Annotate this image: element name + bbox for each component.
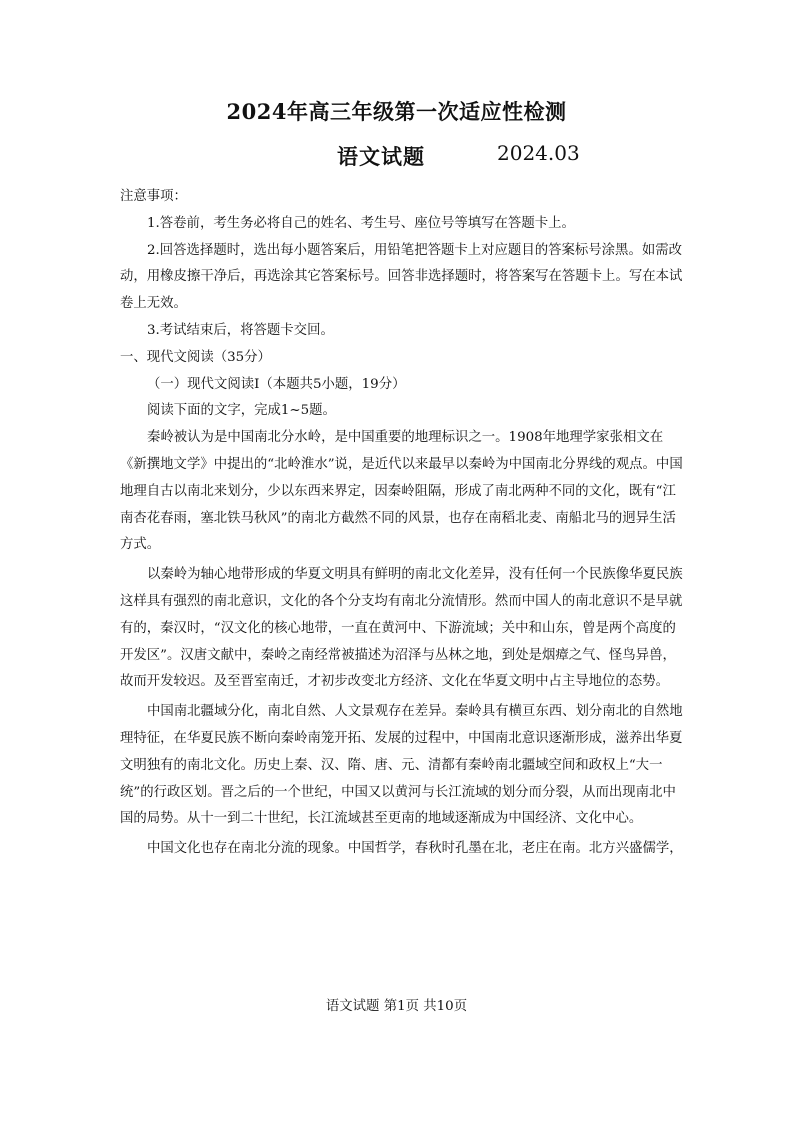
passage-paragraph-2: 以秦岭为轴心地带形成的华夏文明具有鲜明的南北文化差异，没有任何一个民族像华夏民族这样具有强烈的南北意识，文化的各个分支均有南北分流情形。然而中国人的南北意识不是早就有的，秦汉时，“汉文化的核心地带，一直在黄河中、下游流域；关中和山东，曾是两个高度的开发区”。汉唐文献中，秦岭之南经常被描述为沼泽与丛林之地，到处是烟瘴之气、怪鸟异兽，故而开发较迟。及至晋室南迁，才初步改变北方经济、文化在华夏文明中占主导地位的态势。 xyxy=(120,567,683,690)
notice-item-2: 2.回答选择题时，选出每小题答案后，用铅笔把答题卡上对应题目的答案标号涂黑。如需改动，用橡皮擦干净后，再选涂其它答案标号。回答非选择题时，将答案写在答题卡上。写在本试卷上无效。 xyxy=(120,242,683,312)
exam-title: 2024年高三年级第一次适应性检测 xyxy=(226,99,567,124)
notice-heading: 注意事项： xyxy=(120,189,187,204)
reading-instruction: 阅读下面的文字，完成1~5题。 xyxy=(147,403,336,419)
exam-date: 2024.03 xyxy=(497,141,580,165)
section-subheading: （一）现代文阅读Ⅰ（本题共5小题，19分） xyxy=(147,376,406,392)
notice-item-1: 1.答卷前，考生务必将自己的姓名、考生号、座位号等填写在答题卡上。 xyxy=(147,215,575,231)
exam-subject: 语文试题 xyxy=(337,144,425,169)
subtitle-row xyxy=(0,141,793,171)
exam-body xyxy=(120,184,686,863)
section-heading: 一、现代文阅读（35分） xyxy=(120,349,271,365)
passage-paragraph-4: 中国文化也存在南北分流的现象。中国哲学，春秋时孔墨在北，老庄在南。北方兴盛儒学， xyxy=(147,841,683,857)
page-footer: 语文试题 第1页 共10页 xyxy=(325,999,468,1014)
notice-item-3: 3.考试结束后，将答题卡交回。 xyxy=(147,322,334,338)
passage-paragraph-3: 中国南北疆域分化，南北自然、人文景观存在差异。秦岭具有横亘东西、划分南北的自然地理特征，在华夏民族不断向秦岭南笼开拓、发展的过程中，中国南北意识逐渐形成，滋养出华夏文明独有的南北文化。历史上秦、汉、隋、唐、元、清都有秦岭南北疆域空间和政权上“大一统”的行政区划。晋之后的一个世纪，中国又以黄河与长江流域的划分而分裂，从而出现南北中国的局势。从十一到二十世纪，长江流域甚至更南的地域逐渐成为中国经济、文化中心。 xyxy=(120,704,683,827)
passage-paragraph-1: 秦岭被认为是中国南北分水岭，是中国重要的地理标识之一。1908年地理学家张相文在《新撰地文学》中提出的“北岭淮水”说，是近代以来最早以秦岭为中国南北分界线的观点。中国地理自古以南北来划分，少以东西来界定，因秦岭阻隔，形成了南北两种不同的文化，既有“江南杏花春雨，塞北铁马秋风”的南北方截然不同的风景，也存在南稻北麦、南船北马的迥异生活方式。 xyxy=(120,430,683,553)
